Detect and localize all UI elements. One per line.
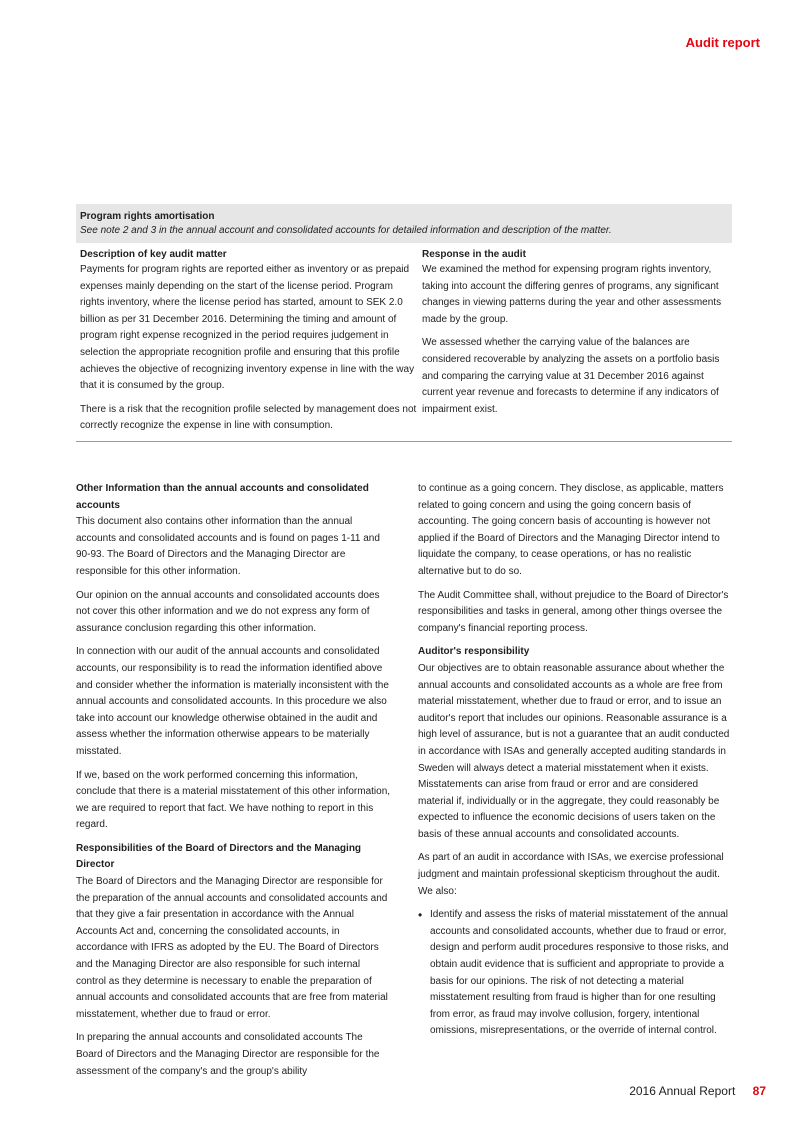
auditor-responsibility-heading: Auditor's responsibility (418, 646, 530, 658)
description-paragraph: Payments for program rights are reported either as inventory or as prepaid expenses mainly depending on the start of the license period. Program rights inventory, where the license period has started, amount to SEK 2.0 billion as per 31 December 2016. Determining the timing and amount of program right expense recognized in the period requires judgement in selection the appropriate recognition profile and ensuring that this profile achieves the objective of recognizing inventory expense in line with the way that it is consumed by the group. (80, 264, 415, 392)
other-information-paragraph: If we, based on the work performed concerning this information, conclude that there is a material misstatement of this other information, we are required to report that fact. We have nothing to report in this regard. (76, 769, 391, 831)
other-information-paragraph: In connection with our audit of the annual accounts and consolidated accounts, our responsibility is to read the information identified above and consider whether the information is materially inconsistent with the annual accounts and consolidated accounts. In this procedure we also take into account our knowledge otherwise obtained in the audit and assess whether the information otherwise appears to be materially misstated. (76, 646, 389, 757)
section-title: Audit report (685, 35, 760, 50)
auditor-responsibility-paragraph: Our objectives are to obtain reasonable assurance about whether the annual accounts and consolidated accounts as a whole are free from material misstatement, whether due to fraud or error, and to issue an auditor's report that includes our opinions. Reasonable assurance is a high level of assurance, but is not a guarantee that an audit conducted in accordance with ISAs and generally accepted auditing standards in Sweden will always detect a material misstatement when it exists. Misstatements can arise from fraud or error and are considered material if, individually or in the aggregate, they could reasonably be expected to influence the economic decisions of users taken on the basis of these annual accounts and consolidated accounts. (418, 662, 730, 840)
response-paragraph: We assessed whether the carrying value of the balances are considered recoverable by analyzing the assets on a portfolio basis and comparing the carrying value at 31 December 2016 against current year revenue and forecasts to determine if any indicators of impairment exist. (422, 337, 720, 415)
report-label: 2016 Annual Report (629, 1084, 736, 1098)
board-responsibilities-heading: Responsibilities of the Board of Directors and the Managing Director (76, 842, 362, 871)
response-heading: Response in the audit (422, 249, 526, 260)
body-left-column (76, 481, 392, 1087)
auditor-bullet-list (418, 907, 734, 1040)
other-information-paragraph: Our opinion on the annual accounts and consolidated accounts does not cover this other information and we do not express any form of assurance conclusion regarding this other information. (76, 589, 380, 634)
description-column (80, 247, 422, 437)
bullet-item: • Identify and assess the risks of material misstatement of the annual accounts and consolidated accounts, whether due to fraud or error, design and perform audit procedures responsive to those risks, and obtain audit evidence that is sufficient and appropriate to provide a basis for our opinions. The risk of not detecting a material misstatement resulting from fraud is higher than for one resulting from error, as fraud may involve collusion, forgery, intentional omissions, misrepresentations, or the override of internal control. (418, 907, 734, 1040)
body-right-column (418, 481, 734, 1087)
key-audit-matter-columns (76, 243, 732, 442)
response-column (422, 247, 732, 437)
key-audit-matter-note: See note 2 and 3 in the annual account and consolidated accounts for detailed information and description of the matter. (80, 225, 612, 236)
board-responsibilities-paragraph: In preparing the annual accounts and consolidated accounts The Board of Directors and the Managing Director are responsible for the assessment of the company's and the group's ability (76, 1032, 380, 1077)
going-concern-paragraph: to continue as a going concern. They disclose, as applicable, matters related to going concern and using the going concern basis of accounting. The going concern basis of accounting is however not applied if the Board of Directors and the Managing Director intend to liquidate the company, to cease operations, or has no realistic alternative but to do so. (418, 483, 724, 577)
other-information-heading: Other Information than the annual accounts and consolidated accounts (76, 483, 369, 511)
body-columns (76, 481, 734, 1087)
description-paragraph: There is a risk that the recognition profile selected by management does not correctly recognize the expense in line with consumption. (80, 403, 417, 432)
board-responsibilities-paragraph: The Board of Directors and the Managing Director are responsible for the preparation of the annual accounts and consolidated accounts and that they give a fair presentation in accordance with the Annual Accounts Act and, concerning the consolidated accounts, in accordance with IFRS as adopted by the EU. The Board of Directors and the Managing Director are also responsible for such internal control as they determine is necessary to enable the preparation of annual accounts and consolidated accounts that are free from material misstatement, whether due to fraud or error. (76, 876, 388, 1020)
page-footer (629, 1084, 766, 1098)
key-audit-matter-header (76, 204, 732, 243)
key-audit-matter-box (76, 204, 732, 442)
audit-committee-paragraph: The Audit Committee shall, without prejudice to the Board of Director's responsibilities and tasks in general, among other things oversee the company's financial reporting process. (418, 589, 729, 634)
response-paragraph: We examined the method for expensing program rights inventory, taking into account the differing genres of programs, any significant changes in viewing patterns during the year and other assessments made by the group. (422, 264, 722, 325)
other-information-paragraph: This document also contains other information than the annual accounts and consolidated accounts and is found on pages 1-11 and 90-93. The Board of Directors and the Managing Director are responsible for this other information. (76, 516, 380, 577)
page-number: 87 (752, 1084, 766, 1098)
description-heading: Description of key audit matter (80, 249, 227, 260)
key-audit-matter-title: Program rights amortisation (80, 211, 215, 222)
auditor-responsibility-paragraph: As part of an audit in accordance with ISAs, we exercise professional judgment and maintain professional skepticism throughout the audit. We also: (418, 852, 724, 897)
